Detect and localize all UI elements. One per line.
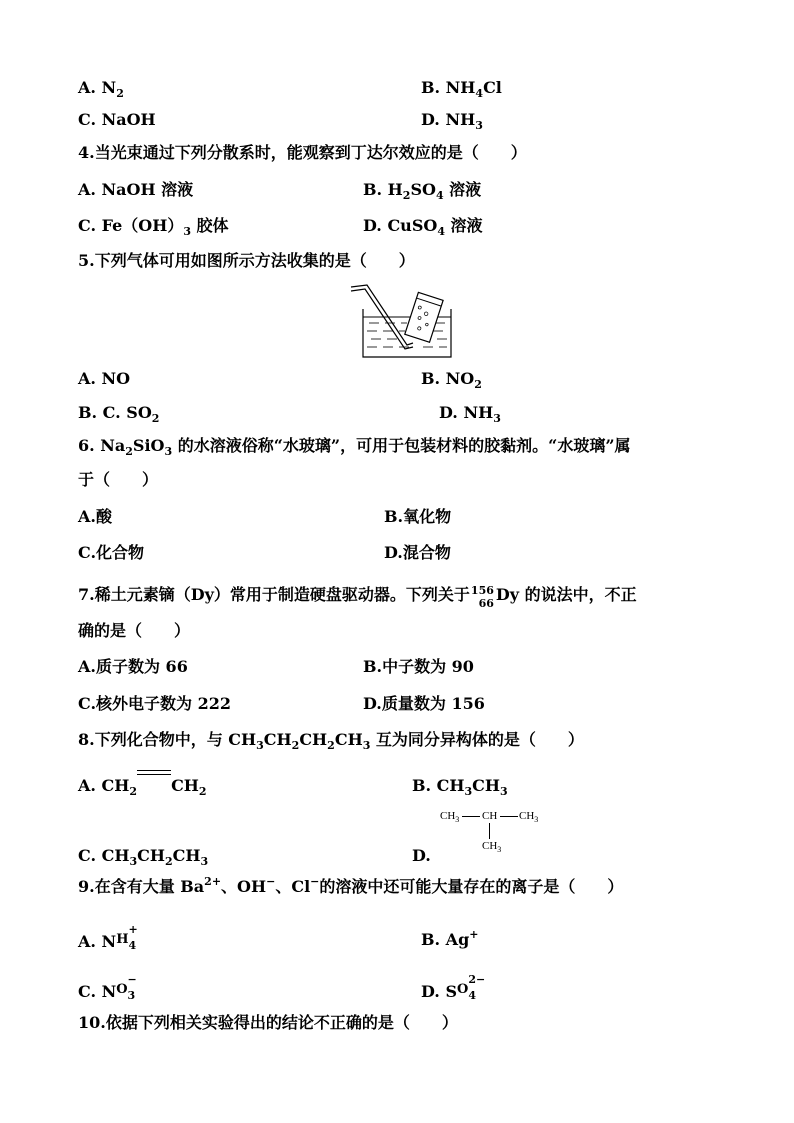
q7-stem-line1: 7.稀土元素镝（Dy）常用于制造硬盘驱动器。下列关于 156 66 Dy 的说法中，不正 [78,584,637,610]
q3-option-a: A. $N_2$ [78,78,124,100]
q10-stem: 10.依据下列相关实验得出的结论不正确的是（ ） [78,1013,458,1032]
q7-option-d: D.质量数为 156 [363,694,485,713]
q5-stem: 5.下列气体可用如图所示方法收集的是（ ） [78,251,415,270]
q4-stem: 4.当光束通过下列分散系时，能观察到丁达尔效应的是（ ） [78,143,527,162]
q6-stem-line1: 6. $Na_2SiO_3$ 的水溶液俗称“水玻璃”，可用于包装材料的胶黏剂。“水玻璃”属 [78,436,631,458]
q8-option-b: B. $CH_3CH_3$ [412,776,508,798]
q4-option-a: A. NaOH 溶液 [78,180,194,199]
q3-option-d: D. $NH_3$ [421,110,483,132]
q3-option-b: B. $NH_4Cl$ [421,78,502,100]
q6-option-b: B.氧化物 [384,507,452,526]
q9-option-c: C. $N^O$ − 3 [78,973,137,1002]
q7-option-b: B.中子数为 90 [363,657,474,676]
q9-stem: 9.在含有大量 $Ba^{2+}$、OH−、Cl−的溶液中还可能大量存在的离子是（ ） [78,875,624,896]
dy-isotope-notation: 156 66 [470,584,494,610]
q7-option-c: C.核外电子数为 222 [78,694,231,713]
q7-stem-line2: 确的是（ ） [78,621,191,640]
q8-option-a: A. $CH_2$ $CH_2$ [78,776,207,798]
q8-stem: 8.下列化合物中，与 $CH_3CH_2CH_2CH_3$ 互为同分异构体的是（ ） [78,730,584,752]
q9-option-b: B. Ag+ [421,928,479,949]
q5-option-d: D. $NH_3$ [439,403,501,425]
double-bond [137,776,171,796]
q8-option-d: D. [412,846,431,865]
q5-option-c: B. C. $SO_2$ [78,403,160,425]
q7-option-a: A.质子数为 66 [78,657,188,676]
q9-option-a: A. $N^H$ + 4 [78,923,138,952]
q6-option-c: C.化合物 [78,543,145,562]
q4-option-d: D. CuSO$_4$ 溶液 [363,216,483,238]
q5-option-a: A. NO [78,369,131,388]
q9-option-d: D. $S^O$ 2− 4 [421,973,486,1002]
q8-option-c: C. $CH_3CH_2CH_3$ [78,846,209,868]
q3-option-c: C. NaOH [78,110,156,129]
q4-option-c: C. $Fe(OH)_3$ 胶体 [78,216,229,238]
q4-option-b: B. $H_2SO_4$ 溶液 [363,180,482,202]
isobutane-structure: $CH_3$ CH $CH_3$ $CH_3$ [440,810,539,855]
q6-stem-line2: 于（ ） [78,470,159,489]
gas-collection-apparatus-figure [345,283,455,363]
q6-option-a: A.酸 [78,507,112,526]
q6-option-d: D.混合物 [384,543,451,562]
q5-option-b: B. $NO_2$ [421,369,482,391]
